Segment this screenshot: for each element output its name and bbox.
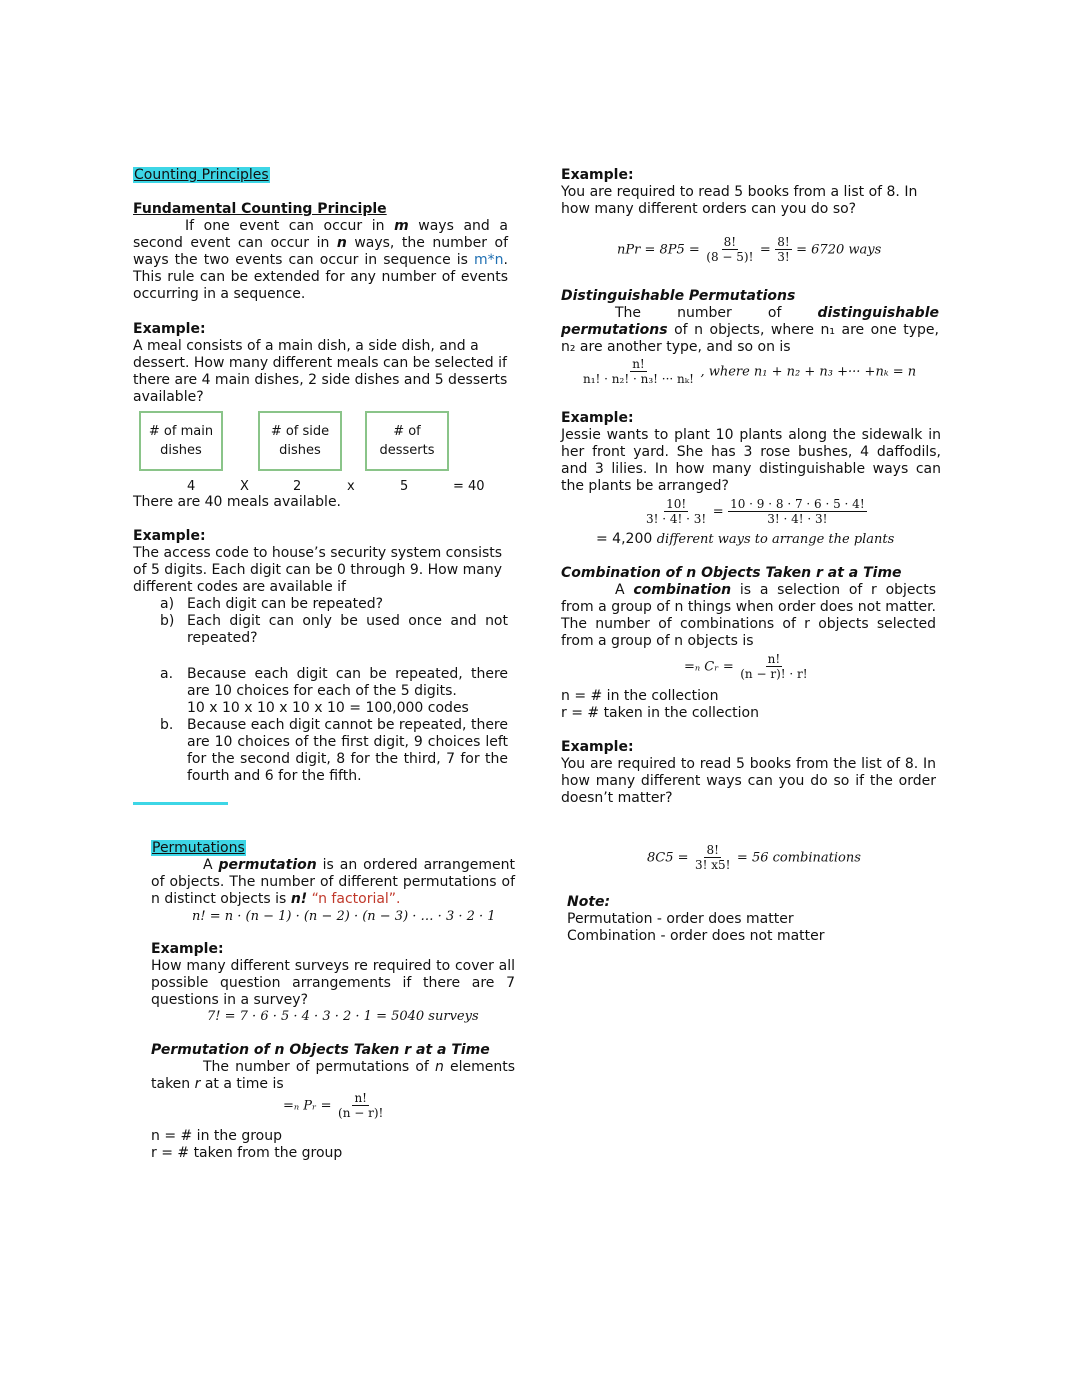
calc-5: 5 bbox=[400, 479, 409, 494]
example-plants bbox=[561, 410, 941, 495]
example-label: Example: bbox=[561, 739, 634, 755]
example-text: The access code to house’s security system consists of 5 digits. Each digit can be 0 through 9. How many different codes are available if bbox=[133, 545, 503, 595]
example-access-code bbox=[133, 528, 511, 647]
example-text: Jessie wants to plant 10 plants along the sidewalk in her front yard. She has 3 rose bushes, 4 daffodils, and 3 lilies. In how many distinguishable ways can the plants be arranged? bbox=[561, 427, 941, 494]
question-list bbox=[160, 596, 508, 647]
comb-heading: Combination of n Objects Taken r at a Time bbox=[561, 565, 902, 581]
books-comb-formula: 8C5 = $\frac{8!}{3! x5!}$ = 56 combinations bbox=[647, 843, 861, 872]
example-label: Example: bbox=[133, 321, 206, 337]
fcp-paragraph: If one event can occur in m ways and a second event can occur in n ways, the number of ways the two events can occur in sequence is m*n. This rule can be extended for any number of events occurring in a sequence. bbox=[133, 218, 509, 302]
comb-def-r: r = # taken in the collection bbox=[561, 705, 759, 721]
answer-b: b. Because each digit cannot be repeated, there are 10 choices of the first digit, 9 choices left for the second digit, 8 for the third, 7 for the fourth and 6 for the fifth. bbox=[160, 717, 508, 784]
note-label: Note: bbox=[567, 894, 611, 910]
example-text: How many different surveys re required to cover all possible question arrangements if there are 7 questions in a survey? bbox=[151, 958, 515, 1008]
example-label: Example: bbox=[133, 528, 206, 544]
calc-times-2: x bbox=[347, 479, 355, 494]
plants-formula: $\frac{10!}{3! \cdot 4! \cdot 3!}$ = $\frac{10 \cdot 9 \cdot 8 \cdot 7 \cdot 6 \cdot 5 \cdot 4!}{3! \cdot 4! \cdot 3!}$ bbox=[646, 497, 865, 526]
meals-result: There are 40 meals available. bbox=[133, 494, 342, 510]
dp-text: The number of distinguishable permutations of n objects, where n₁ are one type, n₂ are another type, and so on is bbox=[561, 305, 939, 355]
fcp-heading: Fundamental Counting Principle bbox=[133, 201, 387, 217]
fcp-section bbox=[133, 201, 508, 303]
example-surveys bbox=[151, 941, 515, 1009]
comb-text: A combination is a selection of r objects from a group of n things when order does not matter. The number of combinations of r objects selected from a group of n objects is bbox=[561, 582, 936, 649]
section-divider bbox=[133, 802, 228, 805]
dp-heading: Distinguishable Permutations bbox=[561, 288, 796, 304]
factorial-formula: n! = n · (n − 1) · (n − 2) · (n − 3) · … · 3 · 2 · 1 bbox=[192, 909, 496, 924]
example-text: A meal consists of a main dish, a side dish, and a dessert. How many different meals can be selected if there are 4 main dishes, 2 side dishes and 5 desserts available? bbox=[133, 338, 508, 405]
side-dishes-box: # of side dishes bbox=[258, 411, 342, 471]
pnr-def-r: r = # taken from the group bbox=[151, 1145, 343, 1161]
answer-a: a. Because each digit can be repeated, there are 10 choices for each of the 5 digits. 10 x 10 x 10 x 10 x 10 = 100,000 codes bbox=[160, 666, 508, 716]
pnr-def-n: n = # in the group bbox=[151, 1128, 282, 1144]
distinguishable-section bbox=[561, 288, 939, 356]
permutation-definition: A permutation is an ordered arrangement of objects. The number of different permutations of n distinct objects is n! “n factorial”. bbox=[151, 857, 516, 907]
desserts-box: # of desserts bbox=[365, 411, 449, 471]
comb-formula: =ₙ Cᵣ = $\frac{n!}{(n - r)! \cdot r!}$ bbox=[684, 652, 808, 681]
calc-result: = 40 bbox=[453, 479, 485, 494]
pnr-section bbox=[151, 1042, 515, 1093]
note-permutation: Permutation - order does matter bbox=[567, 911, 794, 927]
example-label: Example: bbox=[561, 410, 634, 426]
question-a: a) Each digit can be repeated? bbox=[160, 596, 384, 612]
surveys-formula: 7! = 7 · 6 · 5 · 4 · 3 · 2 · 1 = 5040 surveys bbox=[207, 1009, 479, 1024]
note-section bbox=[567, 894, 927, 945]
plants-result: = 4,200 different ways to arrange the plants bbox=[596, 531, 895, 547]
note-combination: Combination - order does not matter bbox=[567, 928, 825, 944]
example-books-combination bbox=[561, 739, 936, 807]
calc-4: 4 bbox=[187, 479, 196, 494]
example-text: You are required to read 5 books from the list of 8. In how many different ways can you do so if the order doesn’t matter? bbox=[561, 756, 936, 806]
example-label: Example: bbox=[151, 941, 224, 957]
calc-times-1: X bbox=[240, 479, 249, 494]
comb-def-n: n = # in the collection bbox=[561, 688, 719, 704]
books-order-formula: nPr = 8P5 = $\frac{8!}{(8 - 5)!}$ = $\frac{8!}{3!}$ = 6720 ways bbox=[617, 235, 882, 264]
example-label: Example: bbox=[561, 167, 634, 183]
example-meal bbox=[133, 321, 511, 406]
counting-principles-title: Counting Principles bbox=[134, 167, 269, 183]
pnr-text: The number of permutations of n elements taken r at a time is bbox=[151, 1059, 515, 1092]
example-books-order bbox=[561, 167, 939, 218]
pnr-formula: =ₙ Pᵣ = $\frac{n!}{(n - r)!}$ bbox=[283, 1091, 384, 1120]
permutations-title: Permutations bbox=[152, 840, 245, 856]
pnr-heading: Permutation of n Objects Taken r at a Time bbox=[151, 1042, 490, 1058]
combination-section bbox=[561, 565, 936, 650]
example-text: You are required to read 5 books from a list of 8. In how many different orders can you do so? bbox=[561, 184, 918, 217]
answers bbox=[160, 666, 508, 785]
question-b: b) Each digit can only be used once and not repeated? bbox=[160, 613, 508, 646]
calc-2: 2 bbox=[293, 479, 302, 494]
dp-formula: $\frac{n!}{\text{n₁! · n₂! · n₃! ··· nₖ!}}$ , where n₁ + n₂ + n₃ +··· +nₖ = n bbox=[583, 357, 917, 386]
main-dishes-box: # of main dishes bbox=[139, 411, 223, 471]
